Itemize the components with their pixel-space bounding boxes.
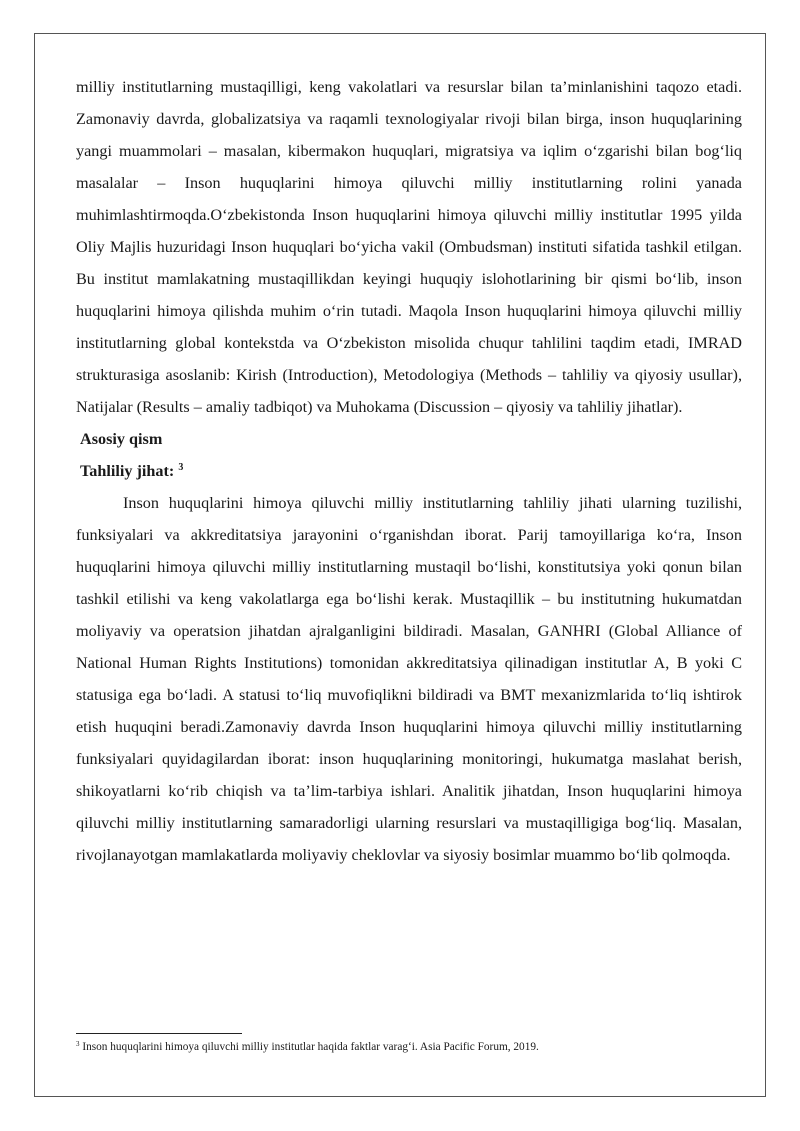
body-paragraph-intro: milliy institutlarning mustaqilligi, keng vakolatlari va resurslar bilan taʼminlanishini taqozo etadi. Zamonaviy davrda, globalizatsiya va raqamli texnologiyalar rivoji bilan birga, inson huquqlarining yangi muammolari – masalan, kibermakon huquqlari, migratsiya va iqlim oʻzgarishi bilan bogʻliq masalalar – Inson huquqlarini himoya qiluvchi milliy institutlarning rolini yanada muhimlashtirmoqda.Oʻzbekistonda Inson huquqlarini himoya qiluvchi milliy institutlar 1995 yilda Oliy Majlis huzuridagi Inson huquqlari boʻyicha vakil (Ombudsman) instituti sifatida tashkil etilgan. Bu institut mamlakatning mustaqillikdan keyingi huquqiy islohotlarining bir qismi boʻlib, inson huquqlarini himoya qilishda muhim oʻrin tutadi. Maqola Inson huquqlarini himoya qiluvchi milliy institutlarning global kontekstda va Oʻzbekiston misolida chuqur tahlilini taqdim etadi, IMRAD strukturasiga asoslanib: Kirish (Introduction), Metodologiya (Methods – tahliliy va qiyosiy usullar), Natijalar (Results – amaliy tadbiqot) va Muhokama (Discussion – qiyosiy va tahliliy jihatlar). [76, 78, 742, 416]
section-heading-analytic-text: Tahliliy jihat: [80, 462, 175, 480]
body-paragraph-analytic: Inson huquqlarini himoya qiluvchi milliy institutlarning tahliliy jihati ularning tuzilishi, funksiyalari va akkreditatsiya jarayonini oʻrganishdan iborat. Parij tamoyillariga koʻra, Inson huquqlarini himoya qiluvchi milliy institutlarning mustaqil boʻlishi, konstitutsiya yoki qonun bilan tashkil etilishi va keng vakolatlarga ega boʻlishi kerak. Mustaqillik – bu institutning hukumatdan moliyaviy va operatsion jihatdan ajralganligini bildiradi. Masalan, GANHRI (Global Alliance of National Human Rights Institutions) tomonidan akkreditatsiya qilinadigan institutlar A, B yoki C statusiga ega boʻladi. A statusi toʻliq muvofiqlikni bildiradi va BMT mexanizmlarida toʻliq ishtirok etish huquqini beradi.Zamonaviy davrda Inson huquqlarini himoya qiluvchi milliy institutlarning funksiyalari quyidagilardan iborat: inson huquqlarining monitoringi, hukumatga maslahat berish, shikoyatlarni koʻrib chiqish va taʼlim-tarbiya ishlari. Analitik jihatdan, Inson huquqlarini himoya qiluvchi milliy institutlarning samaradorligi ularning resurslari va mustaqilligiga bogʻliq. Masalan, rivojlanayotgan mamlakatlarda moliyaviy cheklovlar va siyosiy bosimlar muammo boʻlib qolmoqda. [76, 494, 742, 864]
footnote [76, 1039, 742, 1055]
section-heading-main: Asosiy qism [80, 430, 163, 448]
page-body [76, 71, 742, 871]
footnote-text: Inson huquqlarini himoya qiluvchi milliy institutlar haqida faktlar varagʻi. Asia Pacific Forum, 2019. [79, 1041, 539, 1053]
section-heading-analytic [76, 455, 742, 487]
footnote-reference[interactable]: 3 [178, 462, 184, 473]
footnote-number: 3 [76, 1040, 80, 1048]
footnote-separator [76, 1033, 242, 1034]
